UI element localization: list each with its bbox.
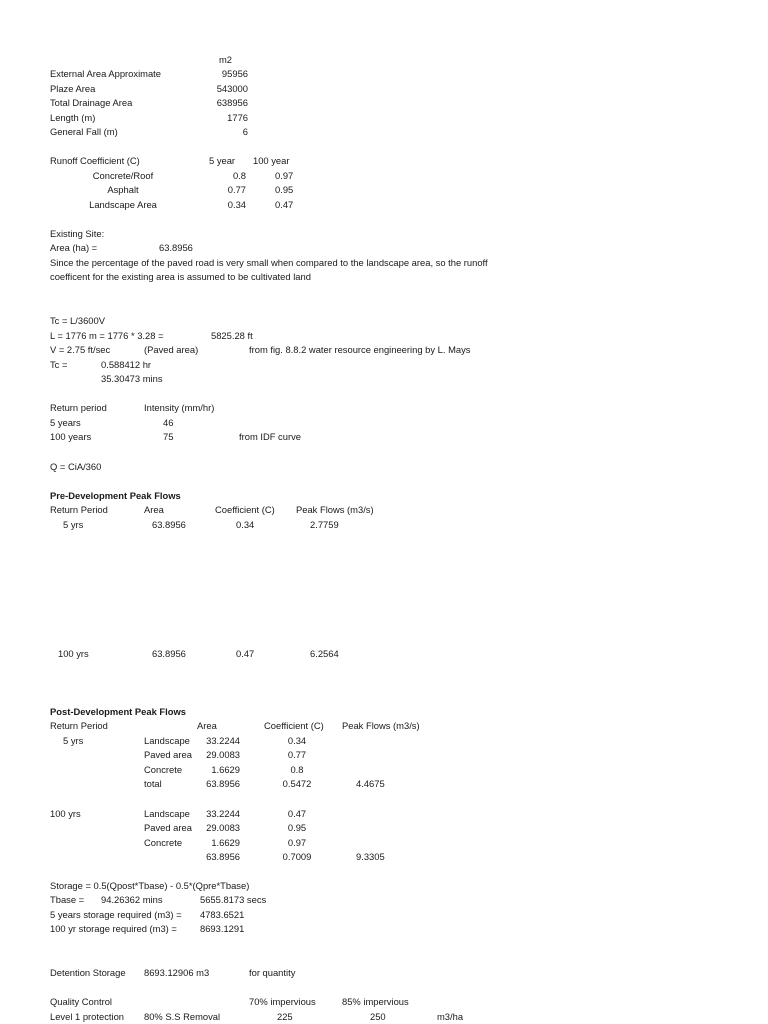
post-row-area: 29.0083 (206, 822, 240, 833)
tbase-label: Tbase = (50, 894, 85, 905)
velocity-expression: V = 2.75 ft/sec (50, 344, 111, 355)
intensity-col-value: Intensity (mm/hr) (144, 402, 215, 413)
post-5yr-period: 5 yrs (63, 735, 84, 746)
post-row-coef: 0.7009 (282, 851, 312, 862)
site-row-value: 95956 (221, 68, 248, 79)
site-row-label: External Area Approximate (50, 68, 161, 79)
q-formula: Q = CiA/360 (50, 461, 102, 472)
velocity-source: from fig. 8.8.2 water resource engineering by L. Mays (249, 344, 471, 355)
post-row-area: 63.8956 (206, 851, 240, 862)
tc-label: Tc = (50, 359, 68, 370)
post-header-flow: Peak Flows (m3/s) (342, 720, 420, 731)
quality-col-70: 70% impervious (249, 996, 316, 1007)
post-row-coef: 0.5472 (282, 778, 312, 789)
post-row-flow: 4.4675 (356, 778, 385, 789)
site-row-label: Plaze Area (50, 83, 96, 94)
post-row-coef: 0.97 (287, 837, 307, 848)
detention-value: 8693.12906 m3 (144, 967, 210, 978)
post-row-area: 33.2244 (206, 808, 240, 819)
post-header-coef: Coefficient (C) (264, 720, 324, 731)
post-row-type: Paved area (144, 749, 192, 760)
site-row-value: 638956 (216, 97, 248, 108)
existing-area-value: 63.8956 (159, 242, 193, 253)
quality-row-removal: 80% S.S Removal (144, 1011, 221, 1022)
post-100yr-period: 100 yrs (50, 808, 81, 819)
site-row-label: Length (m) (50, 112, 96, 123)
runoff-label: Runoff Coefficient (C) (50, 155, 140, 166)
runoff-row-100yr: 0.47 (275, 199, 294, 210)
post-row-coef: 0.8 (290, 764, 304, 775)
quality-unit: m3/ha (437, 1011, 464, 1022)
storage-100yr-value: 8693.1291 (200, 923, 245, 934)
pre-header-period: Return Period (50, 504, 108, 515)
detention-label: Detention Storage (50, 967, 126, 978)
post-row-coef: 0.47 (287, 808, 307, 819)
storage-5yr-value: 4783.6521 (200, 909, 245, 920)
intensity-row-value: 46 (163, 417, 174, 428)
storage-5yr-label: 5 years storage required (m3) = (50, 909, 182, 920)
intensity-col-period: Return period (50, 402, 107, 413)
pre-header-flow: Peak Flows (m3/s) (296, 504, 374, 515)
post-row-coef: 0.77 (287, 749, 307, 760)
site-row-value: 1776 (227, 112, 248, 123)
post-row-area: 1.6629 (211, 837, 240, 848)
runoff-row-label: Concrete/Roof (92, 170, 154, 181)
pre-row-coef: 0.34 (236, 519, 255, 530)
tc-minutes: 35.30473 mins (101, 373, 163, 384)
pre-header-coef: Coefficient (C) (215, 504, 275, 515)
pre-row-period: 5 yrs (63, 519, 84, 530)
detention-note: for quantity (249, 967, 296, 978)
post-title: Post-Development Peak Flows (50, 706, 186, 717)
quality-col-85: 85% impervious (342, 996, 409, 1007)
post-row-type: Landscape (144, 735, 190, 746)
intensity-row-note: from IDF curve (239, 431, 301, 442)
tbase-seconds: 5655.8173 secs (200, 894, 267, 905)
post-row-coef: 0.34 (287, 735, 307, 746)
existing-area-label: Area (ha) = (50, 242, 98, 253)
runoff-row-100yr: 0.95 (275, 184, 294, 195)
length-expression: L = 1776 m = 1776 * 3.28 = (50, 330, 164, 341)
quality-label: Quality Control (50, 996, 113, 1007)
runoff-row-label: Landscape Area (89, 199, 157, 210)
post-row-area: 33.2244 (206, 735, 240, 746)
site-row-label: Total Drainage Area (50, 97, 133, 108)
runoff-row-5yr: 0.34 (227, 199, 246, 210)
post-row-area: 63.8956 (206, 778, 240, 789)
pre-header-area: Area (144, 504, 164, 515)
pre-row-flow: 2.7759 (310, 519, 339, 530)
intensity-row-period: 5 years (50, 417, 81, 428)
post-header-area: Area (197, 720, 217, 731)
post-row-flow: 9.3305 (356, 851, 385, 862)
pre-row-area: 63.8956 (152, 519, 186, 530)
runoff-col-5yr: 5 year (209, 155, 236, 166)
existing-heading: Existing Site: (50, 228, 105, 239)
post-row-coef: 0.95 (287, 822, 307, 833)
runoff-row-5yr: 0.77 (227, 184, 246, 195)
post-row-type: total (144, 778, 162, 789)
post-row-type: Paved area (144, 822, 192, 833)
quality-row-85: 250 (370, 1011, 386, 1022)
length-value: 5825.28 ft (211, 330, 253, 341)
post-header-period: Return Period (50, 720, 108, 731)
post-row-type: Landscape (144, 808, 190, 819)
post-row-area: 29.0083 (206, 749, 240, 760)
post-row-type: Concrete (144, 837, 183, 848)
runoff-row-100yr: 0.97 (275, 170, 294, 181)
pre-row-period: 100 yrs (58, 648, 89, 659)
tc-hours: 0.588412 hr (101, 359, 152, 370)
pre-row-flow: 6.2564 (310, 648, 339, 659)
runoff-row-5yr: 0.8 (232, 170, 246, 181)
site-row-label: General Fall (m) (50, 126, 118, 137)
pre-title: Pre-Development Peak Flows (50, 490, 181, 501)
intensity-row-period: 100 years (50, 431, 92, 442)
tbase-minutes: 94.26362 mins (101, 894, 163, 905)
existing-note: coefficent for the existing area is assumed to be cultivated land (50, 271, 311, 282)
pre-row-coef: 0.47 (236, 648, 255, 659)
unit-header: m2 (218, 54, 232, 65)
runoff-col-100yr: 100 year (253, 155, 290, 166)
storage-formula: Storage = 0.5(Qpost*Tbase) - 0.5*(Qpre*Tbase) (50, 880, 250, 891)
site-row-value: 6 (242, 126, 248, 137)
velocity-note: (Paved area) (144, 344, 199, 355)
intensity-row-value: 75 (163, 431, 174, 442)
tc-formula: Tc = L/3600V (50, 315, 105, 326)
existing-note: Since the percentage of the paved road is very small when compared to the landscape area, so the runoff (50, 257, 488, 268)
post-row-type: Concrete (144, 764, 183, 775)
storage-100yr-label: 100 yr storage required (m3) = (50, 923, 177, 934)
pre-row-area: 63.8956 (152, 648, 186, 659)
site-row-value: 543000 (216, 83, 248, 94)
quality-row-label: Level 1 protection (50, 1011, 125, 1022)
runoff-row-label: Asphalt (107, 184, 139, 195)
post-row-area: 1.6629 (211, 764, 240, 775)
quality-row-70: 225 (277, 1011, 293, 1022)
